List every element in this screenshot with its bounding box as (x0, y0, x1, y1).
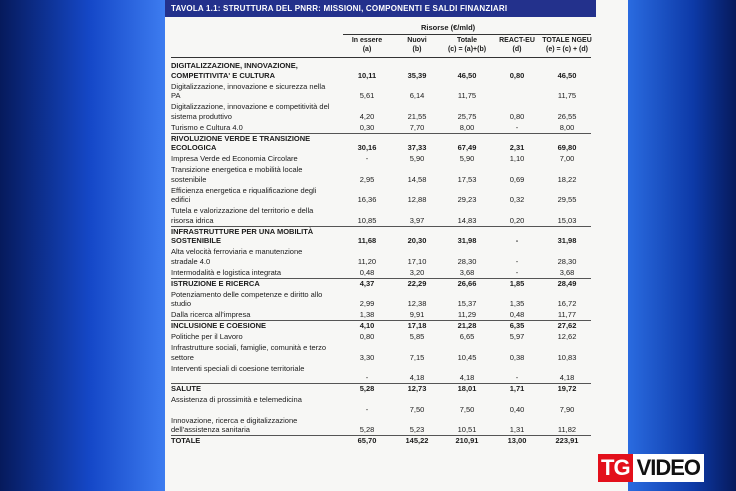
row-value: 26,66 (457, 278, 477, 288)
row-value: 18,01 (457, 384, 477, 393)
row-value: 14,83 (457, 215, 477, 225)
table-title: TAVOLA 1.1: STRUTTURA DEL PNRR: MISSIONI, COMPONENTI E SALDI FINANZIARI (165, 0, 596, 17)
background-left (0, 0, 165, 491)
column-header-title: In essere (351, 37, 383, 44)
table-row (171, 290, 591, 309)
row-value: 20,30 (407, 236, 427, 245)
row-value: 6,35 (509, 321, 525, 330)
row-label: Digitalizzazione, innovazione e sicurezza nella PA (171, 81, 326, 100)
row-label: INCLUSIONE E COESIONE (171, 321, 267, 330)
table-section-row (171, 384, 591, 394)
table-row (171, 206, 591, 225)
row-value: 30,16 (357, 143, 377, 152)
row-value: 2,95 (359, 174, 375, 184)
table-section-row (171, 227, 591, 246)
row-value: 28,49 (557, 278, 577, 288)
row-value: - (515, 256, 519, 266)
row-value: 3,68 (459, 267, 475, 277)
row-value: 7,50 (409, 404, 425, 414)
row-value: 25,75 (457, 111, 477, 121)
document-page (165, 0, 628, 491)
row-value: 10,51 (457, 425, 477, 434)
row-value: 14,58 (407, 174, 427, 184)
row-value: 67,49 (457, 143, 477, 152)
row-label: Digitalizzazione, innovazione e competitività del sistema produttivo (171, 102, 330, 121)
row-value: 8,00 (459, 122, 475, 132)
table-row (171, 343, 591, 362)
row-value: 7,00 (559, 154, 575, 163)
tg-video-logo (598, 454, 704, 482)
row-value: 29,23 (457, 195, 477, 204)
row-value: 223,91 (555, 436, 579, 445)
row-value: 1,38 (359, 310, 375, 319)
table-row (171, 310, 591, 320)
row-value: 11,20 (357, 256, 377, 266)
column-header-title: TOTALE NGEU (542, 37, 592, 44)
row-value: 3,97 (409, 215, 425, 225)
resources-header: Risorse (€/mld) (421, 23, 476, 32)
row-value: 46,50 (457, 70, 477, 80)
row-value: 21,28 (457, 321, 477, 330)
column-header-title: Nuovi (407, 37, 427, 44)
column-header-title: Totale (456, 37, 478, 44)
row-value: 3,20 (409, 267, 425, 277)
row-value: 0,20 (509, 215, 525, 225)
row-value: 15,37 (457, 299, 477, 308)
row-value: 11,82 (557, 425, 577, 434)
row-value: 4,20 (359, 111, 375, 121)
row-value: 18,22 (557, 174, 577, 184)
row-value: - (515, 267, 519, 277)
table-row (171, 416, 591, 435)
column-header (443, 36, 491, 54)
row-value: 145,22 (405, 436, 429, 445)
row-value: 10,11 (357, 70, 377, 80)
column-header-formula: (e) = (c) + (d) (545, 46, 588, 53)
row-label: Alta velocità ferroviaria e manutenzione stradale 4.0 (171, 247, 303, 266)
row-label: Dalla ricerca all'impresa (171, 310, 251, 319)
row-value: 22,29 (407, 278, 427, 288)
column-header-formula: (b) (412, 46, 422, 53)
row-value: 5,90 (459, 154, 475, 163)
row-value: 17,10 (407, 256, 427, 266)
row-value: 5,85 (409, 332, 425, 341)
logo-tg: TG (598, 454, 633, 482)
row-label: Innovazione, ricerca e digitalizzazione dell'assistenza sanitaria (171, 415, 298, 434)
table-section-row (171, 134, 591, 153)
row-value: 11,29 (457, 310, 477, 319)
row-value: 35,39 (407, 70, 427, 80)
column-header-title: REACT-EU (499, 37, 535, 44)
row-value: 5,61 (359, 91, 375, 100)
row-value: 5,23 (409, 425, 425, 434)
row-value: 5,28 (359, 384, 375, 393)
row-label: Turismo e Cultura 4.0 (171, 122, 243, 132)
row-value: 65,70 (357, 436, 377, 445)
table-row (171, 82, 591, 101)
row-value: 19,72 (557, 384, 577, 393)
row-label: Impresa Verde ed Economia Circolare (171, 154, 298, 163)
column-header (541, 36, 593, 54)
row-label: Intermodalità e logistica integrata (171, 267, 282, 277)
row-value: 46,50 (557, 70, 577, 80)
row-value: 1,71 (509, 384, 525, 393)
row-value: 13,00 (507, 436, 527, 445)
row-value: 69,80 (557, 143, 577, 152)
table-section-row (171, 61, 591, 80)
column-header-formula: (a) (362, 46, 372, 53)
row-value: 1,31 (509, 425, 525, 434)
row-value: 10,85 (357, 215, 377, 225)
table-row (171, 102, 591, 121)
row-value: 12,88 (407, 195, 427, 204)
row-value: 11,77 (557, 310, 577, 319)
column-header-formula: (d) (512, 46, 522, 53)
row-value: 0,32 (509, 195, 525, 204)
row-label: Transizione energetica e mobilità locale sostenibile (171, 165, 303, 184)
row-value: 28,30 (557, 256, 577, 266)
row-value: 4,18 (459, 373, 475, 382)
table-row (171, 268, 591, 278)
column-header (343, 36, 391, 54)
row-value: 0,48 (359, 267, 375, 277)
row-label: Potenziamento delle competenze e diritto allo studio (171, 289, 323, 308)
row-value: 31,98 (457, 236, 477, 245)
table-row (171, 247, 591, 266)
column-header (493, 36, 541, 54)
row-value: 0,40 (509, 404, 525, 414)
row-value: 7,50 (459, 404, 475, 414)
row-value: 6,14 (409, 91, 425, 100)
row-value: 3,68 (559, 267, 575, 277)
row-label: Interventi speciali di coesione territoriale (171, 363, 305, 373)
row-label: INFRASTRUTTURE PER UNA MOBILITÀ SOSTENIBILE (171, 226, 314, 245)
row-value: 11,75 (457, 91, 477, 100)
row-value: 28,30 (457, 256, 477, 266)
row-value: 5,28 (359, 425, 375, 434)
row-value: - (515, 122, 519, 132)
row-value: 1,10 (509, 154, 525, 163)
row-label: ISTRUZIONE E RICERCA (171, 278, 260, 288)
resources-underline (343, 34, 591, 35)
row-value: 7,70 (409, 122, 425, 132)
row-value: 0,80 (509, 70, 525, 80)
row-value: 10,83 (557, 352, 577, 362)
logo-video: VIDEO (633, 454, 704, 482)
row-value: 11,68 (357, 236, 377, 245)
row-value: 0,80 (359, 332, 375, 341)
row-value: 0,38 (509, 352, 525, 362)
row-value: 37,33 (407, 143, 427, 152)
column-header-formula: (c) = (a)+(b) (447, 46, 487, 53)
header-divider (171, 57, 591, 58)
row-value: 16,36 (357, 195, 377, 204)
row-value: 26,55 (557, 111, 577, 121)
row-value: 12,38 (407, 299, 427, 308)
row-label: RIVOLUZIONE VERDE E TRANSIZIONE ECOLOGICA (171, 133, 311, 152)
row-value: 7,90 (559, 404, 575, 414)
row-value: 210,91 (455, 436, 479, 445)
row-value: 1,35 (509, 299, 525, 308)
row-value: 27,62 (557, 321, 577, 330)
table-section-row (171, 321, 591, 331)
row-label: Infrastrutture sociali, famiglie, comunità e terzo settore (171, 343, 327, 362)
row-value: 0,48 (509, 310, 525, 319)
row-value: 10,45 (457, 352, 477, 362)
table-section-row (171, 279, 591, 289)
row-value: 6,65 (459, 332, 475, 341)
row-value: 16,72 (557, 299, 577, 308)
row-value: 1,85 (509, 278, 525, 288)
row-value: 4,18 (559, 373, 575, 382)
row-label: DIGITALIZZAZIONE, INNOVAZIONE, COMPETITIVITA' E CULTURA (171, 61, 298, 80)
table-row (171, 123, 591, 133)
row-value: 0,69 (509, 174, 525, 184)
row-value: 8,00 (559, 122, 575, 132)
row-label: TOTALE (171, 436, 201, 445)
table-section-row (171, 436, 591, 446)
row-value: 2,31 (509, 143, 525, 152)
row-value: 5,90 (409, 154, 425, 163)
row-value: - (515, 236, 519, 245)
row-value: 5,97 (509, 332, 525, 341)
row-value: 21,55 (407, 111, 427, 121)
row-value: 29,55 (557, 195, 577, 204)
row-value: 12,73 (407, 384, 427, 393)
row-value: - (365, 154, 369, 163)
row-value: 0,30 (359, 122, 375, 132)
row-value: - (365, 373, 369, 382)
row-label: Efficienza energetica e riqualificazione degli edifici (171, 185, 317, 204)
row-value: 7,15 (409, 352, 425, 362)
row-value: 4,37 (359, 278, 375, 288)
table-row (171, 364, 591, 383)
row-value: 9,91 (409, 310, 425, 319)
row-value: 12,62 (557, 332, 577, 341)
column-header (393, 36, 441, 54)
table-row (171, 395, 591, 414)
row-value: - (515, 373, 519, 382)
row-value: 11,75 (557, 91, 577, 100)
row-value: 4,18 (409, 373, 425, 382)
table-row (171, 165, 591, 184)
table-row (171, 154, 591, 164)
row-value: 17,18 (407, 321, 427, 330)
row-value: 4,10 (359, 321, 375, 330)
row-label: SALUTE (171, 384, 201, 393)
row-value: 3,30 (359, 352, 375, 362)
row-label: Politiche per il Lavoro (171, 332, 243, 341)
row-label: Tutela e valorizzazione del territorio e della risorsa idrica (171, 206, 314, 225)
background-right (628, 0, 736, 491)
row-value: 15,03 (557, 215, 577, 225)
table-row (171, 332, 591, 342)
table-row (171, 186, 591, 205)
row-value: 0,80 (509, 111, 525, 121)
row-value: 31,98 (557, 236, 577, 245)
row-value: - (365, 404, 369, 414)
row-value: 2,99 (359, 299, 375, 308)
row-value: 17,53 (457, 174, 477, 184)
row-label: Assistenza di prossimità e telemedicina (171, 395, 302, 404)
